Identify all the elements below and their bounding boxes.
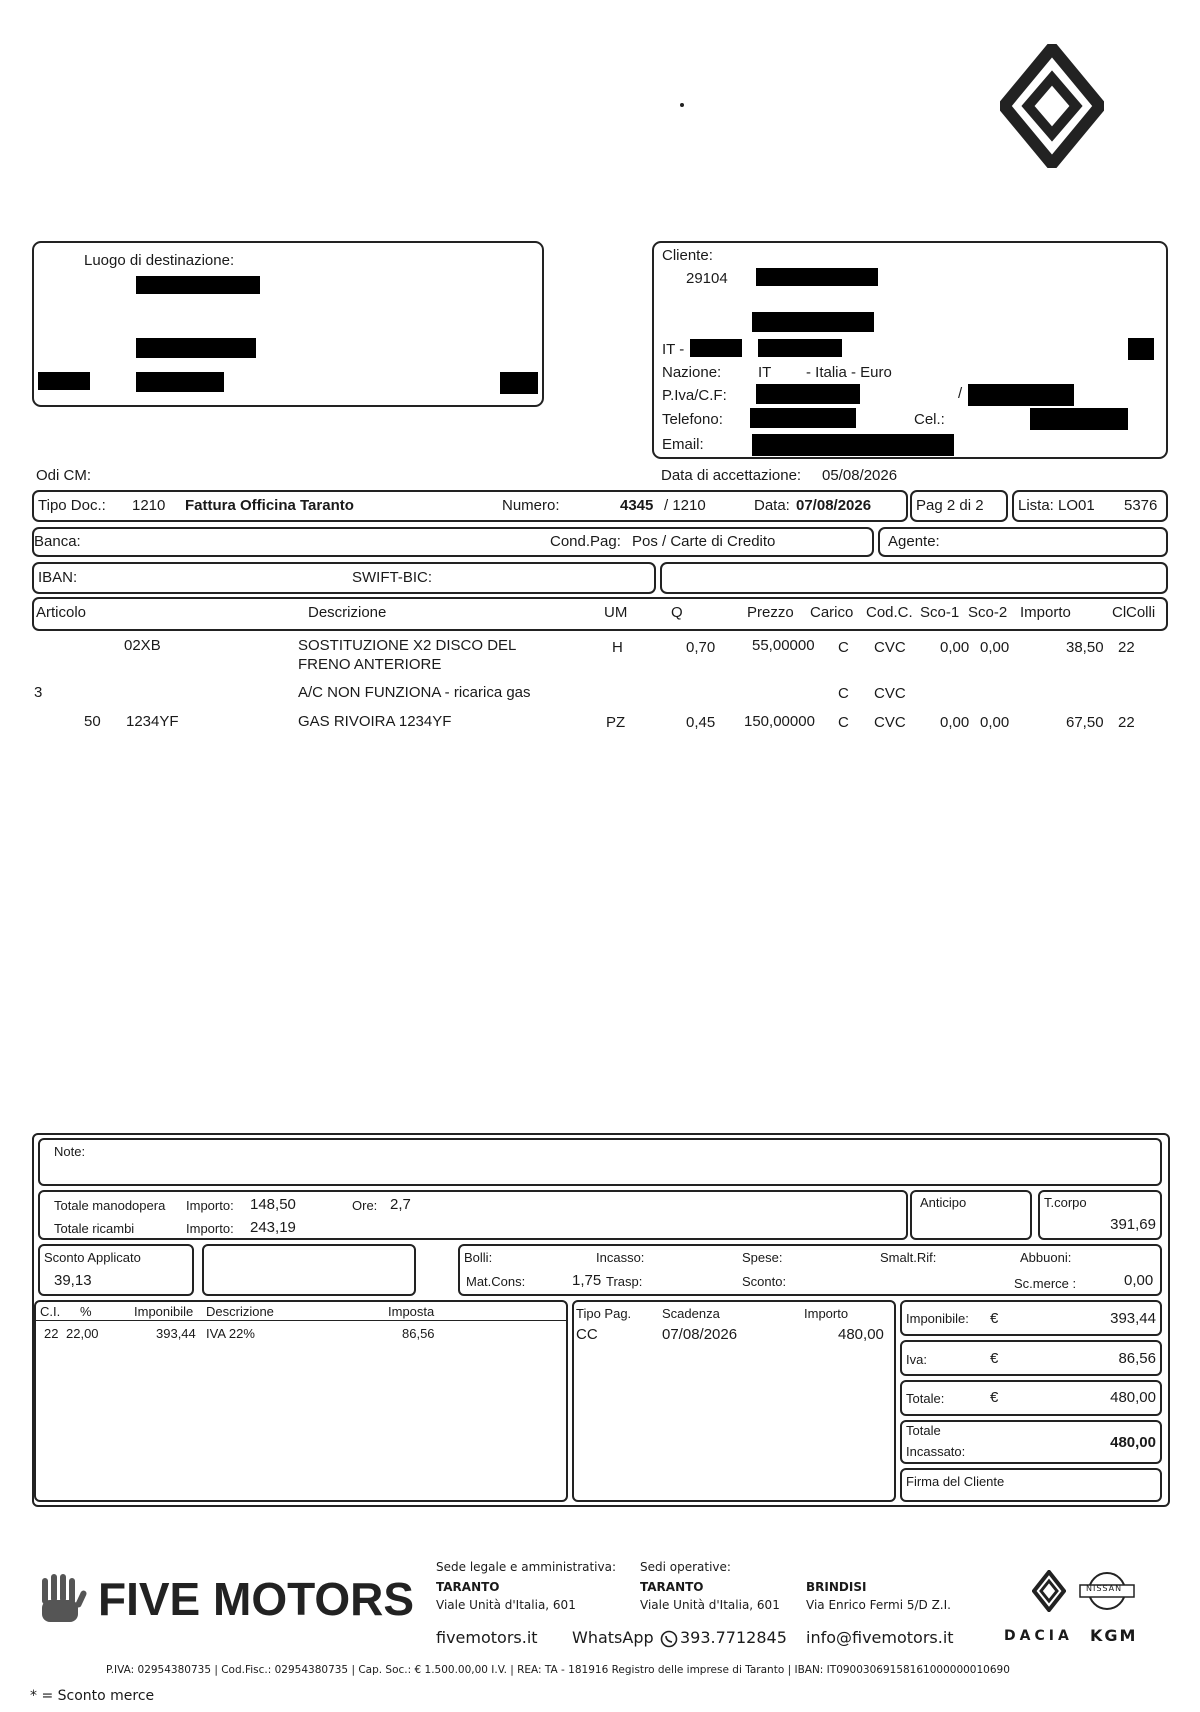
hand-logo-icon xyxy=(34,1572,88,1632)
row-desc: SOSTITUZIONE X2 DISCO DEL xyxy=(298,637,517,654)
row-cl: 22 xyxy=(1118,714,1135,731)
row-q: 0,45 xyxy=(686,714,716,731)
client-code: 29104 xyxy=(686,270,728,287)
vat-ci: 22 xyxy=(44,1326,59,1341)
col-q: Q xyxy=(671,604,683,621)
nation-value: - Italia - Euro xyxy=(806,364,892,381)
renault-logo xyxy=(1000,44,1104,168)
discount-value: 39,13 xyxy=(54,1272,92,1289)
doc-number-label: Numero: xyxy=(502,497,560,514)
doc-date: 07/08/2026 xyxy=(796,497,872,514)
redacted-block xyxy=(756,384,860,404)
discount-label: Sconto Applicato xyxy=(44,1250,141,1265)
pay-col-importo: Importo xyxy=(804,1306,849,1321)
renault-small-logo xyxy=(1032,1570,1066,1612)
redacted-block xyxy=(752,312,874,332)
sconto-label: Sconto: xyxy=(742,1274,787,1289)
col-cl: Cl xyxy=(1112,604,1127,621)
row-codc: CVC xyxy=(874,639,906,656)
incasso-label: Incasso: xyxy=(596,1250,645,1265)
ops1-city: TARANTO xyxy=(640,1580,704,1594)
dacia-logo: DACIA xyxy=(1004,1628,1073,1644)
doc-number-suffix: / 1210 xyxy=(664,497,706,514)
pay-tipo: CC xyxy=(576,1326,598,1343)
row-article: 1234YF xyxy=(126,713,179,730)
col-sco2: Sco-2 xyxy=(968,604,1008,621)
row-prezzo: 55,00000 xyxy=(752,637,815,654)
doc-type-label: Tipo Doc.: xyxy=(38,497,106,514)
scmerce-label: Sc.merce : xyxy=(1014,1276,1077,1291)
col-descrizione: Descrizione xyxy=(308,604,387,621)
whatsapp-phone[interactable]: 393.7712845 xyxy=(680,1628,787,1647)
website-link[interactable]: fivemotors.it xyxy=(436,1628,538,1647)
redacted-block xyxy=(758,339,842,357)
whatsapp-icon xyxy=(660,1630,678,1648)
row-cl: 22 xyxy=(1118,639,1135,656)
legal-office-label: Sede legale e amministrativa: xyxy=(436,1560,617,1574)
vat-col-ci: C.I. xyxy=(40,1304,61,1319)
row-um: H xyxy=(612,639,623,656)
labor-box xyxy=(38,1190,908,1240)
vat-pct: 22,00 xyxy=(66,1326,99,1341)
list-label: Lista: LO01 xyxy=(1018,497,1095,514)
iban-side-box xyxy=(660,562,1168,594)
acceptance-date: 05/08/2026 xyxy=(822,467,898,484)
row-desc: A/C NON FUNZIONA - ricarica gas xyxy=(298,684,531,701)
currency-symbol: € xyxy=(990,1350,999,1367)
parts-importo-label: Importo: xyxy=(186,1221,234,1236)
totale-value: 480,00 xyxy=(1110,1389,1156,1406)
vat-imposta: 86,56 xyxy=(402,1326,435,1341)
col-codc: Cod.C. xyxy=(866,604,913,621)
redacted-block xyxy=(1030,408,1128,430)
client-country-prefix: IT - xyxy=(662,341,685,358)
phone-label: Telefono: xyxy=(662,411,723,428)
kgm-logo: KGM xyxy=(1090,1626,1138,1645)
incassato-value: 480,00 xyxy=(1110,1434,1156,1451)
redacted-block xyxy=(968,384,1074,406)
swift-label: SWIFT-BIC: xyxy=(352,569,432,586)
scmerce-value: 0,00 xyxy=(1124,1272,1154,1289)
acceptance-label: Data di accettazione: xyxy=(661,467,802,484)
redacted-block xyxy=(136,276,260,294)
totale-label: Totale: xyxy=(906,1391,945,1406)
email-label: Email: xyxy=(662,436,704,453)
redacted-block xyxy=(38,372,90,390)
payment-terms-label: Cond.Pag: xyxy=(550,533,621,550)
signature-label: Firma del Cliente xyxy=(906,1474,1005,1489)
row-um: PZ xyxy=(606,714,626,731)
currency-symbol: € xyxy=(990,1389,999,1406)
incassato-label: Totale xyxy=(906,1423,941,1438)
col-importo: Importo xyxy=(1020,604,1071,621)
labor-label: Totale manodopera xyxy=(54,1198,166,1213)
row-codc: CVC xyxy=(874,714,906,731)
doc-type-name: Fattura Officina Taranto xyxy=(185,497,354,514)
mobile-label: Cel.: xyxy=(914,411,945,428)
footer-note: * = Sconto merce xyxy=(30,1688,155,1704)
agent-label: Agente: xyxy=(888,533,940,550)
redacted-block xyxy=(750,408,856,428)
row-codc: CVC xyxy=(874,685,906,702)
iban-label: IBAN: xyxy=(38,569,78,586)
vat-col-desc: Descrizione xyxy=(206,1304,274,1319)
vat-imponibile: 393,44 xyxy=(156,1326,196,1341)
spese-label: Spese: xyxy=(742,1250,783,1265)
iva-label: Iva: xyxy=(906,1352,927,1367)
redacted-block xyxy=(136,338,256,358)
bank-label: Banca: xyxy=(34,533,81,550)
vat-label: P.Iva/C.F: xyxy=(662,387,727,404)
row-carico: C xyxy=(838,685,849,702)
vat-col-imponibile: Imponibile xyxy=(134,1304,194,1319)
matcons-value: 1,75 xyxy=(572,1272,602,1289)
body-total-label: T.corpo xyxy=(1044,1195,1087,1210)
labor-importo: 148,50 xyxy=(250,1196,296,1213)
nissan-label: NISSAN xyxy=(1086,1584,1123,1593)
col-articolo: Articolo xyxy=(36,604,87,621)
pay-scadenza: 07/08/2026 xyxy=(662,1326,738,1343)
incassato-label-2: Incassato: xyxy=(906,1444,966,1459)
matcons-label: Mat.Cons: xyxy=(466,1274,526,1289)
bolli-label: Bolli: xyxy=(464,1250,493,1265)
row-importo: 38,50 xyxy=(1066,639,1104,656)
redacted-block xyxy=(752,434,954,456)
redacted-block xyxy=(136,372,224,392)
pay-col-scadenza: Scadenza xyxy=(662,1306,720,1321)
labor-importo-label: Importo: xyxy=(186,1198,234,1213)
ops-label: Sedi operative: xyxy=(640,1560,731,1574)
vat-table-box xyxy=(34,1300,568,1502)
hours-value: 2,7 xyxy=(390,1196,411,1213)
doc-number: 4345 xyxy=(620,497,654,514)
imponibile-label: Imponibile: xyxy=(906,1311,969,1326)
redacted-block xyxy=(756,268,878,286)
row-desc-2: FRENO ANTERIORE xyxy=(298,656,442,673)
imponibile-value: 393,44 xyxy=(1110,1310,1156,1327)
row-prefix: 50 xyxy=(84,713,101,730)
row-prefix: 3 xyxy=(34,684,43,701)
parts-label: Totale ricambi xyxy=(54,1221,135,1236)
odi-cm-label: Odi CM: xyxy=(36,467,92,484)
iva-value: 86,56 xyxy=(1118,1350,1156,1367)
doc-date-label: Data: xyxy=(754,497,790,514)
doc-type-code: 1210 xyxy=(132,497,166,514)
row-sco2: 0,00 xyxy=(980,714,1010,731)
list-code: 5376 xyxy=(1124,497,1158,514)
discount-side-box xyxy=(202,1244,416,1296)
email-link[interactable]: info@fivemotors.it xyxy=(806,1628,954,1647)
advance-label: Anticipo xyxy=(920,1195,967,1210)
client-label: Cliente: xyxy=(662,247,713,264)
redacted-block xyxy=(1128,338,1154,360)
ops2-city: BRINDISI xyxy=(806,1580,867,1594)
vat-desc: IVA 22% xyxy=(206,1326,255,1341)
pay-col-tipo: Tipo Pag. xyxy=(576,1306,632,1321)
row-q: 0,70 xyxy=(686,639,716,656)
col-prezzo: Prezzo xyxy=(747,604,794,621)
row-prezzo: 150,00000 xyxy=(744,713,815,730)
col-carico: Carico xyxy=(810,604,854,621)
nation-code: IT xyxy=(758,364,772,381)
redacted-block xyxy=(500,372,538,394)
hours-label: Ore: xyxy=(352,1198,378,1213)
ops1-address: Viale Unità d'Italia, 601 xyxy=(640,1598,780,1612)
redacted-block xyxy=(690,339,742,357)
vat-col-pct: % xyxy=(80,1304,92,1319)
trasp-label: Trasp: xyxy=(606,1274,643,1289)
col-colli: Colli xyxy=(1126,604,1156,621)
row-sco1: 0,00 xyxy=(940,639,970,656)
row-sco2: 0,00 xyxy=(980,639,1010,656)
smalt-label: Smalt.Rif: xyxy=(880,1250,937,1265)
speck xyxy=(680,103,684,107)
parts-importo: 243,19 xyxy=(250,1219,296,1236)
page-indicator: Pag 2 di 2 xyxy=(916,497,984,514)
legal-office-city: TARANTO xyxy=(436,1580,500,1594)
iban-box xyxy=(32,562,656,594)
notes-label: Note: xyxy=(54,1144,86,1159)
whatsapp-label: WhatsApp xyxy=(572,1628,654,1647)
vat-col-imposta: Imposta xyxy=(388,1304,435,1319)
ops2-address: Via Enrico Fermi 5/D Z.I. xyxy=(806,1598,951,1612)
row-article: 02XB xyxy=(124,637,161,654)
row-desc: GAS RIVOIRA 1234YF xyxy=(298,713,452,730)
legal-office-address: Viale Unità d'Italia, 601 xyxy=(436,1598,576,1612)
brand-name: FIVE MOTORS xyxy=(98,1573,415,1625)
currency-symbol: € xyxy=(990,1310,999,1327)
abbuoni-label: Abbuoni: xyxy=(1020,1250,1072,1265)
legal-info-line: P.IVA: 02954380735 | Cod.Fisc.: 02954380735 | Cap. Soc.: € 1.500.00,00 I.V. | REA: TA - 181916 Registro delle imprese di Taranto | IBAN: IT09003069158161000000010690 xyxy=(106,1664,1010,1676)
notes-box xyxy=(38,1138,1162,1186)
row-carico: C xyxy=(838,639,849,656)
col-sco1: Sco-1 xyxy=(920,604,960,621)
vat-header-rule xyxy=(36,1320,566,1321)
row-carico: C xyxy=(838,714,849,731)
col-um: UM xyxy=(604,604,628,621)
pay-importo: 480,00 xyxy=(838,1326,884,1343)
destination-label: Luogo di destinazione: xyxy=(84,252,235,269)
payment-terms-value: Pos / Carte di Credito xyxy=(632,533,776,550)
row-importo: 67,50 xyxy=(1066,714,1104,731)
body-total-value: 391,69 xyxy=(1110,1216,1156,1233)
nation-label: Nazione: xyxy=(662,364,722,381)
row-sco1: 0,00 xyxy=(940,714,970,731)
vat-separator: / xyxy=(958,385,963,402)
